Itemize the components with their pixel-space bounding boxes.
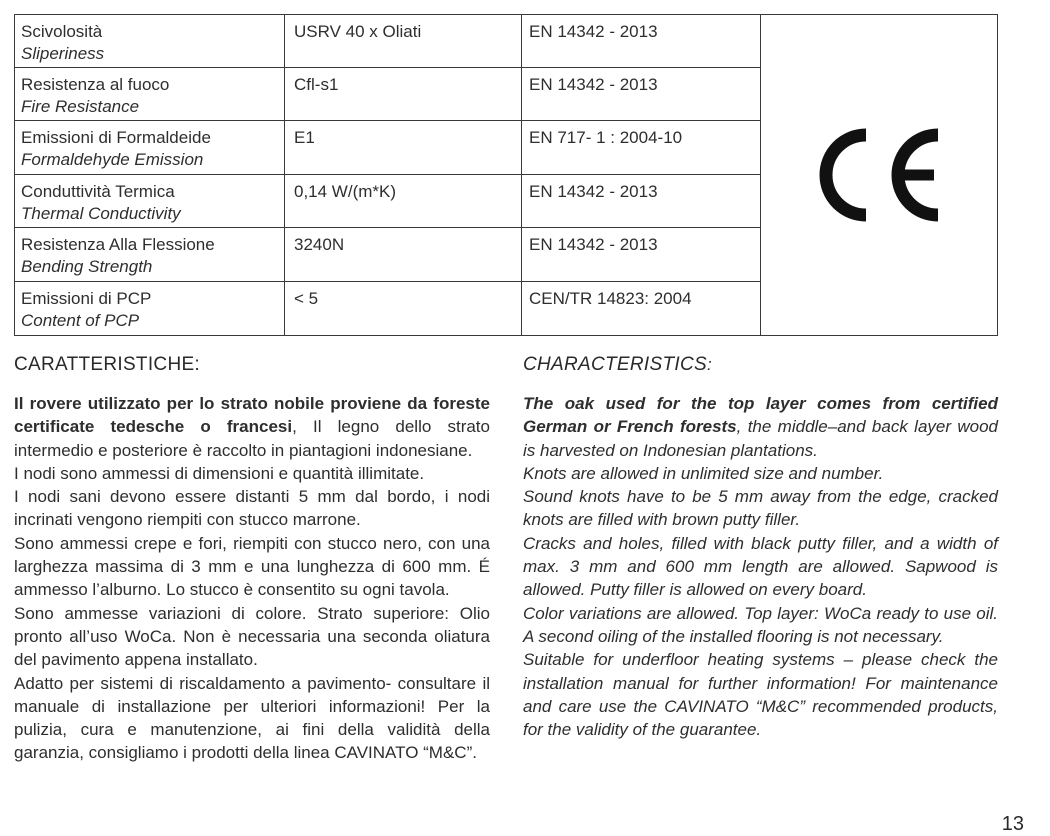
value-cell: 0,14 W/(m*K)	[285, 175, 522, 228]
property-en: Content of PCP	[21, 311, 140, 330]
value-cell: E1	[285, 121, 522, 175]
italian-characteristics	[14, 352, 490, 765]
heading-colon: :	[706, 355, 712, 374]
paragraph: Knots are allowed in unlimited size and number.	[523, 463, 884, 483]
property-it: Emissioni di Formaldeide	[21, 128, 211, 147]
section-heading-it: CARATTERISTICHE:	[14, 354, 201, 375]
norm-cell: EN 14342 - 2013	[522, 175, 761, 228]
norm-cell: EN 14342 - 2013	[522, 228, 761, 282]
paragraph	[14, 392, 490, 462]
property-en: Sliperiness	[21, 44, 105, 63]
paragraph: Sono ammessi crepe e fori, riempiti con stucco nero, con una larghezza massima di 3 mm e una lunghezza di 600 mm. É ammesso l’alburno. Lo stucco è consentito su ogni tavola.	[14, 533, 490, 600]
property-cell	[15, 175, 285, 228]
specs-table	[14, 14, 998, 336]
highlight-text: The oak used for the top layer comes from certified German or French forests	[523, 394, 998, 437]
norm-cell: CEN/TR 14823: 2004	[522, 282, 761, 336]
section-heading-en	[523, 352, 998, 378]
paragraph: Sound knots have to be 5 mm away from the edge, cracked knots are filled with brown putty filler.	[523, 487, 998, 530]
value-cell: USRV 40 x Oliati	[285, 15, 522, 68]
norm-cell: EN 14342 - 2013	[522, 15, 761, 68]
property-en: Thermal Conductivity	[21, 204, 181, 223]
property-cell	[15, 15, 285, 68]
paragraph: Color variations are allowed. Top layer: WoCa ready to use oil. A second oiling of the installed flooring is not necessary.	[523, 603, 998, 646]
highlight-text: Il rovere utilizzato per lo strato nobile proviene da foreste certificate tedesche o francesi	[14, 394, 490, 437]
paragraph-text: , the middle–and back layer wood is harvested on Indonesian plantations.	[523, 417, 999, 460]
property-cell	[15, 228, 285, 282]
page-number: 13	[1001, 813, 1024, 835]
property-it: Resistenza Alla Flessione	[21, 235, 215, 254]
property-cell	[15, 282, 285, 336]
ce-mark-cell	[761, 15, 998, 336]
paragraph: Suitable for underfloor heating systems – please check the installation manual for further information! For maintenance and care use the CAVINATO “M&C” recommended products, for the validity of the guarantee.	[523, 650, 998, 740]
norm-cell: EN 14342 - 2013	[522, 68, 761, 121]
paragraph-text: , Il legno dello strato intermedio e posteriore è raccolto in piantagioni indonesiane.	[14, 417, 490, 460]
paragraph: Cracks and holes, filled with black putty filler, and a width of max. 3 mm and 600 mm length are allowed. Sapwood is allowed. Putty filler is allowed on every board.	[523, 533, 998, 600]
heading-text: CHARACTERISTICS	[523, 354, 707, 375]
property-en: Formaldehyde Emission	[21, 150, 204, 169]
property-it: Emissioni di PCP	[21, 289, 152, 308]
paragraph: Adatto per sistemi di riscaldamento a pavimento- consultare il manuale di installazione per ulteriori informazioni! Per la pulizia, cura e manutenzione, ai fini della validità della garanzia, consigliamo i prodotti della linea CAVINATO “M&C”.	[14, 673, 490, 763]
paragraph: I nodi sani devono essere distanti 5 mm dal bordo, i nodi incrinati vengono riempiti con stucco marrone.	[14, 487, 490, 530]
table-row	[15, 15, 998, 68]
property-cell	[15, 68, 285, 121]
property-it: Scivolosità	[21, 22, 103, 41]
property-cell	[15, 121, 285, 175]
value-cell: 3240N	[285, 228, 522, 282]
property-en: Bending Strength	[21, 257, 153, 276]
property-en: Fire Resistance	[21, 97, 140, 116]
value-cell: < 5	[285, 282, 522, 336]
value-cell: Cfl-s1	[285, 68, 522, 121]
paragraph	[523, 392, 998, 462]
property-it: Resistenza al fuoco	[21, 75, 170, 94]
paragraph: I nodi sono ammessi di dimensioni e quantità illimitate.	[14, 463, 425, 483]
property-it: Conduttività Termica	[21, 182, 175, 201]
norm-cell: EN 717- 1 : 2004-10	[522, 121, 761, 175]
paragraph: Sono ammesse variazioni di colore. Strato superiore: Olio pronto all’uso WoCa. Non è necessaria una seconda oliatura del pavimento appena installato.	[14, 603, 490, 670]
english-characteristics	[523, 352, 998, 741]
ce-mark-icon	[814, 127, 944, 223]
